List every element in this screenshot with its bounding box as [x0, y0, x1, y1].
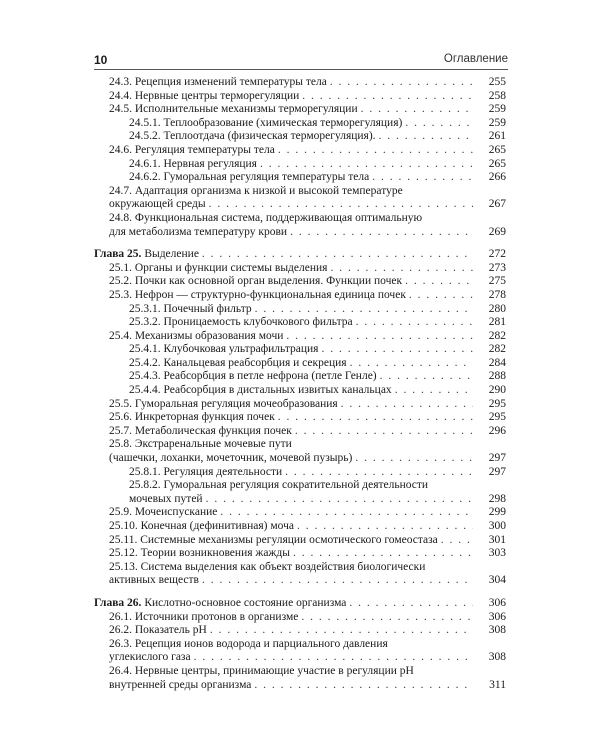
toc-entry	[94, 103, 506, 117]
toc-entry	[94, 212, 506, 239]
toc-entry-text: 25.4.1. Клубочковая ультрафильтрация	[129, 343, 319, 356]
toc-entry-text: (чашечки, лоханки, мочеточник, мочевой пузырь)	[109, 452, 353, 465]
toc-entry-line	[109, 103, 476, 117]
toc-entry-line	[129, 343, 476, 357]
toc-entry	[94, 303, 506, 317]
toc-entry	[94, 425, 506, 439]
toc-entry	[94, 624, 506, 638]
toc-entry-text: 24.6.1. Нервная регуляция	[129, 157, 257, 170]
toc-entry-text: 25.5. Гуморальная регуляция мочеобразования	[109, 397, 338, 410]
toc-entry-text: 24.4. Нервные центры терморегуляции	[109, 89, 300, 102]
toc-entry	[94, 76, 506, 90]
toc-entry	[94, 547, 506, 561]
toc-entry-line	[109, 547, 476, 561]
toc-entry-text: 25.4. Механизмы образования мочи	[109, 329, 284, 342]
toc-entry-text: 25.11. Системные механизмы регуляции осмотического гомеостаза	[109, 533, 438, 546]
toc-entry	[94, 438, 506, 465]
toc-entry-text: 25.8.1. Регуляция деятельности	[129, 465, 283, 478]
toc-entry-text: 25.9. Мочеиспускание	[109, 506, 218, 519]
toc-entry	[94, 520, 506, 534]
chapter-heading	[94, 248, 506, 262]
toc-entry	[94, 130, 506, 144]
leader-dots	[295, 425, 473, 439]
toc-entry-line	[109, 452, 476, 466]
leader-dots	[220, 506, 473, 520]
leader-dots	[321, 343, 473, 357]
toc-entry-text: 25.8. Экстраренальные мочевые пути	[109, 438, 292, 451]
toc-entry-line	[94, 597, 476, 611]
toc-entry-line	[94, 248, 476, 262]
toc-entry-text: 25.7. Метаболическая функция почек	[109, 424, 292, 437]
toc-page-number: 278	[488, 288, 506, 301]
toc-entry-text: 24.3. Рецепция изменений температуры тела	[109, 76, 327, 88]
toc-entry-text: 25.8.2. Гуморальная регуляция сократительной деятельности	[129, 479, 429, 492]
toc-entry	[94, 90, 506, 104]
toc-entry	[94, 466, 506, 480]
toc-page-number: 280	[488, 302, 506, 315]
toc-page-number: 255	[488, 76, 506, 88]
toc-page-number: 259	[488, 103, 506, 116]
toc-page-number: 298	[488, 492, 506, 505]
page-header	[94, 53, 508, 69]
toc-entry-text: 25.4.2. Канальцевая реабсорбция и секреция	[129, 356, 347, 369]
leader-dots	[194, 651, 473, 665]
toc-entry-text: 25.6. Инкреторная функция почек	[109, 411, 275, 424]
toc-entry-text: 26.2. Показатель pH	[109, 624, 207, 637]
leader-dots	[285, 466, 473, 480]
toc-entry-text: 26.1. Источники протонов в организме	[109, 610, 299, 623]
toc-entry	[94, 561, 506, 588]
toc-entry	[94, 638, 506, 665]
toc-entry	[94, 506, 506, 520]
toc-entry-text: 26.3. Рецепция ионов водорода и парциального давления	[109, 637, 388, 650]
toc-page-number: 308	[488, 651, 506, 664]
toc-entry-text: 24.6.2. Гуморальная регуляция температуры тела	[129, 171, 370, 184]
leader-dots	[297, 520, 473, 534]
toc-entry-line	[109, 534, 476, 548]
toc-entry-line	[129, 117, 476, 131]
toc-entry-line	[129, 158, 476, 172]
toc-entry-line	[129, 493, 476, 507]
toc-entry-line	[109, 289, 476, 303]
toc-page-number: 258	[488, 89, 506, 102]
toc-entry-line	[109, 226, 476, 240]
toc-entry	[94, 611, 506, 625]
leader-dots	[395, 384, 473, 398]
toc-entry-text: Глава 26. Кислотно-основное состояние организма	[94, 596, 347, 609]
toc-page-number: 284	[488, 356, 506, 369]
toc-entry-text: 25.10. Конечная (дефинитивная) моча	[109, 520, 294, 532]
toc-page-number: 282	[488, 343, 506, 356]
toc-page-number: 288	[488, 370, 506, 383]
toc-entry	[94, 185, 506, 212]
toc-page-number: 290	[488, 384, 506, 397]
toc-entry-text: окружающей среды	[109, 198, 206, 211]
header-rule	[94, 69, 508, 70]
toc-entry-text: 24.6. Регуляция температуры тела	[109, 143, 275, 156]
toc-entry	[94, 398, 506, 412]
toc-entry-text: Глава 25. Выделение	[94, 248, 199, 261]
leader-dots	[290, 226, 473, 240]
toc-page-number: 272	[488, 248, 506, 261]
leader-dots	[350, 357, 473, 371]
toc-entry	[94, 665, 506, 692]
toc-entry-line	[109, 90, 476, 104]
leader-dots	[255, 303, 473, 317]
toc-page-number: 297	[488, 465, 506, 478]
leader-dots	[278, 411, 473, 425]
toc-entry-line	[109, 76, 476, 90]
toc-entry-line	[109, 330, 476, 344]
leader-dots	[209, 198, 473, 212]
toc-page-number: 306	[488, 610, 506, 623]
toc-entry-text: 26.4. Нервные центры, принимающие участие в регуляции pH	[109, 664, 414, 677]
toc-entry-line	[109, 262, 476, 276]
toc-entry-text: внутренней среды организма	[109, 678, 252, 691]
toc-entry	[94, 384, 506, 398]
toc-entry-line	[109, 275, 476, 289]
toc-page-number: 295	[488, 411, 506, 424]
toc-page-number: 259	[488, 116, 506, 129]
toc-page-number: 261	[488, 130, 506, 143]
toc-page-number: 273	[488, 261, 506, 274]
toc-entry-text: 24.8. Функциональная система, поддерживающая оптимальную	[109, 211, 423, 224]
toc-entry-text: 25.4.4. Реабсорбция в дистальных извитых канальцах	[129, 384, 392, 397]
leader-dots	[293, 547, 473, 561]
toc-entry-line	[129, 171, 476, 185]
toc-page-number: 300	[488, 520, 506, 532]
toc-entry	[94, 330, 506, 344]
toc-entry-text: 24.5.2. Теплоотдача (физическая терморегуляция).	[129, 130, 376, 143]
toc-entry-text: для метаболизма температуру крови	[109, 225, 288, 238]
leader-dots	[409, 289, 473, 303]
toc-entry-line	[109, 198, 476, 212]
toc-page-number: 303	[488, 547, 506, 560]
chapter-heading	[94, 597, 506, 611]
toc-entry	[94, 275, 506, 289]
toc-page-number: 297	[488, 452, 506, 465]
toc-entry-text: 24.5.1. Теплообразование (химическая терморегуляция)	[129, 116, 403, 129]
toc-page-number: 295	[488, 397, 506, 410]
toc-entry-line	[129, 303, 476, 317]
toc-entry-text: 25.3. Нефрон — структурно-функциональная единица почек	[109, 288, 406, 301]
leader-dots	[202, 248, 473, 262]
toc-entry-line	[129, 316, 476, 330]
toc-page-number: 265	[488, 157, 506, 170]
toc-page-number: 311	[489, 678, 506, 691]
toc-entry	[94, 479, 506, 506]
toc-group	[94, 76, 506, 239]
leader-dots	[254, 679, 473, 693]
toc-entry-text: 25.13. Система выделения как объект воздействия биологически	[109, 560, 426, 573]
toc-entry-line	[129, 130, 476, 144]
toc-entry-line	[109, 679, 476, 693]
leader-dots	[210, 624, 473, 638]
toc-entry-line	[109, 624, 476, 638]
toc-entry-line	[109, 411, 476, 425]
toc-entry	[94, 158, 506, 172]
toc-page-number: 282	[488, 329, 506, 342]
toc-entry-text: 25.3.2. Проницаемость клубочкового фильтра	[129, 316, 353, 329]
toc-page-number: 306	[488, 596, 506, 609]
toc-page-number: 301	[488, 533, 506, 546]
toc-page-number: 296	[488, 424, 506, 437]
toc-entry-line	[109, 574, 476, 588]
leader-dots	[202, 574, 473, 588]
toc-entry-text: 25.3.1. Почечный фильтр	[129, 302, 252, 315]
toc-entry	[94, 343, 506, 357]
leader-dots	[355, 452, 473, 466]
toc-page-number: 269	[488, 225, 506, 238]
toc-entry-line	[129, 384, 476, 398]
leader-dots	[330, 76, 473, 90]
leader-dots	[405, 117, 473, 131]
toc-entry-line	[109, 144, 476, 158]
toc-group	[94, 248, 506, 588]
toc-entry	[94, 262, 506, 276]
leader-dots	[405, 275, 473, 289]
toc-entry	[94, 357, 506, 371]
toc-page-number: 267	[488, 198, 506, 211]
toc-entry-text: активных веществ	[109, 574, 199, 587]
leader-dots	[349, 597, 473, 611]
toc-entry-line	[109, 506, 476, 520]
leader-dots	[260, 158, 473, 172]
toc-entry-text: 25.4.3. Реабсорбция в петле нефрона (петле Генле)	[129, 370, 377, 383]
toc-page-number: 281	[488, 316, 506, 329]
leader-dots	[372, 171, 473, 185]
toc-entry-line	[109, 425, 476, 439]
toc-entry-text: 25.2. Почки как основной орган выделения. Функции почек	[109, 275, 403, 288]
toc-entry-line	[129, 370, 476, 384]
toc-entry	[94, 534, 506, 548]
toc-entry	[94, 171, 506, 185]
running-title: Оглавление	[443, 53, 508, 65]
leader-dots	[302, 90, 473, 104]
toc-entry-line	[109, 520, 476, 534]
toc-entry	[94, 289, 506, 303]
toc-entry	[94, 370, 506, 384]
toc-entry	[94, 411, 506, 425]
leader-dots	[330, 262, 473, 276]
toc-entry-text: 24.5. Исполнительные механизмы терморегуляции	[109, 103, 358, 116]
leader-dots	[286, 330, 473, 344]
toc-page-number: 265	[488, 143, 506, 156]
leader-dots	[278, 144, 473, 158]
leader-dots	[361, 103, 473, 117]
table-of-contents	[94, 76, 506, 692]
toc-entry	[94, 316, 506, 330]
toc-page-number: 304	[488, 574, 506, 587]
leader-dots	[341, 398, 473, 412]
toc-page-number: 299	[488, 506, 506, 519]
toc-entry	[94, 144, 506, 158]
toc-entry-line	[109, 651, 476, 665]
leader-dots	[379, 130, 473, 144]
toc-entry-line	[129, 357, 476, 371]
toc-entry-text: 24.7. Адаптация организма к низкой и высокой температуре	[109, 184, 403, 197]
toc-page-number: 275	[488, 275, 506, 288]
toc-entry-text: 25.12. Теории возникновения жажды	[109, 547, 290, 560]
toc-entry-text: углекислого газа	[109, 651, 191, 664]
toc-entry-text: мочевых путей	[129, 492, 203, 505]
toc-group	[94, 597, 506, 692]
toc-page-number: 266	[488, 171, 506, 184]
toc-page-number: 308	[488, 624, 506, 637]
leader-dots	[441, 534, 473, 548]
leader-dots	[301, 611, 473, 625]
toc-entry-text: 25.1. Органы и функции системы выделения	[109, 261, 328, 274]
toc-entry-line	[109, 611, 476, 625]
page-number: 10	[94, 53, 108, 67]
toc-entry-line	[129, 466, 476, 480]
leader-dots	[380, 370, 473, 384]
leader-dots	[206, 493, 473, 507]
toc-entry-line	[109, 398, 476, 412]
leader-dots	[356, 316, 473, 330]
toc-entry	[94, 117, 506, 131]
